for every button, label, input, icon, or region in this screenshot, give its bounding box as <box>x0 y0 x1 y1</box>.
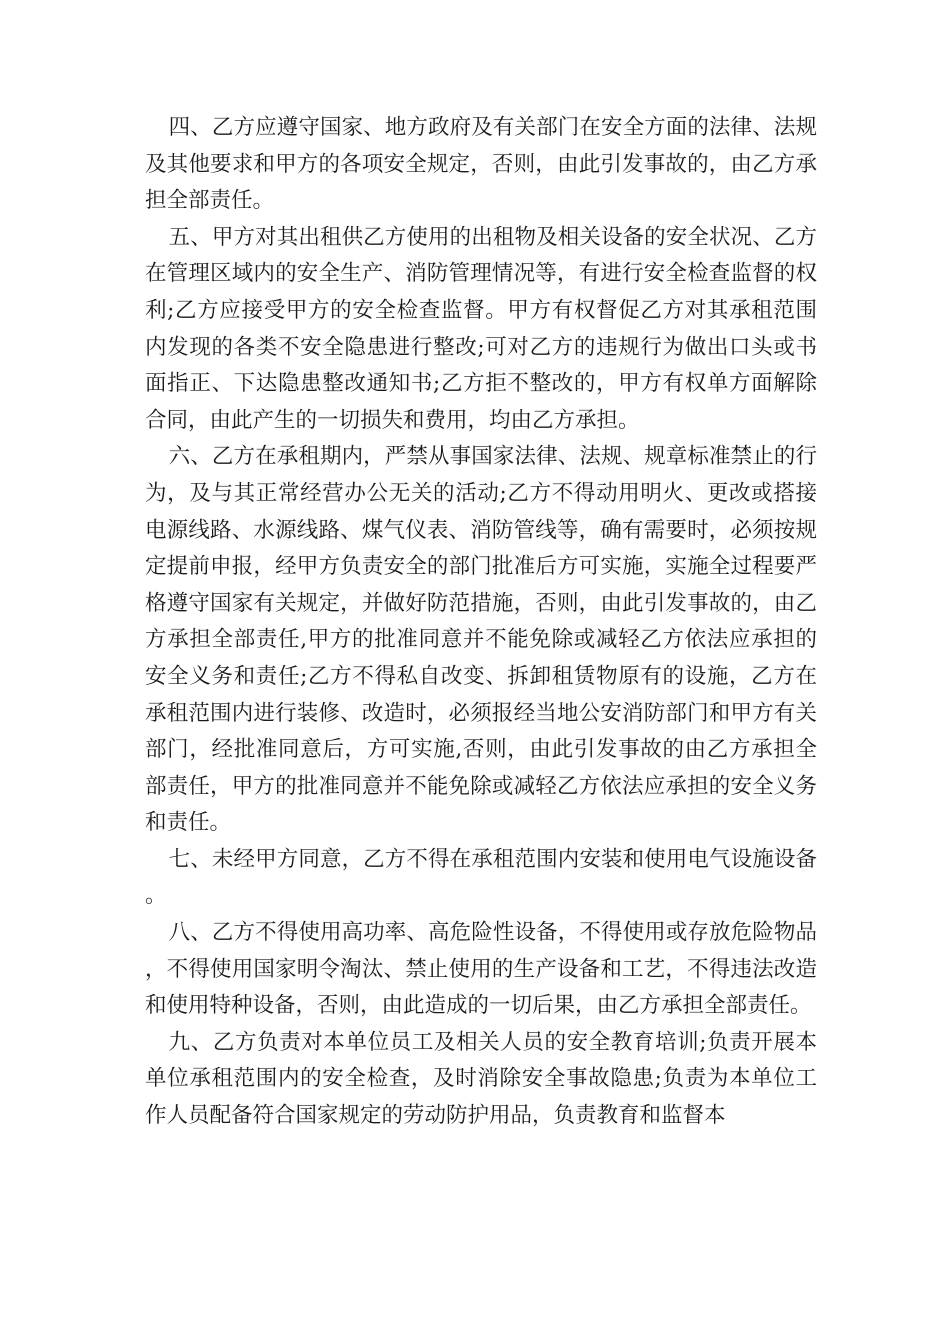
document-body <box>145 110 817 1135</box>
clause-9-paragraph: 九、乙方负责对本单位员工及相关人员的安全教育培训;负责开展本单位承租范围内的安全检查，及时消除安全事故隐患;负责为本单位工作人员配备符合国家规定的劳动防护用品，负责教育和监督本 <box>145 1029 817 1129</box>
clause-5-paragraph: 五、甲方对其出租供乙方使用的出租物及相关设备的安全状况、乙方在管理区域内的安全生产、消防管理情况等，有进行安全检查监督的权利;乙方应接受甲方的安全检查监督。甲方有权督促乙方对其承租范围内发现的各类不安全隐患进行整改;可对乙方的违规行为做出口头或书面指正、下达隐患整改通知书;乙方拒不整改的，甲方有权单方面解除合同，由此产生的一切损失和费用，均由乙方承担。 <box>145 224 817 433</box>
clause-4-paragraph: 四、乙方应遵守国家、地方政府及有关部门在安全方面的法律、法规及其他要求和甲方的各项安全规定，否则，由此引发事故的，由乙方承担全部责任。 <box>145 115 817 214</box>
clause-8-paragraph: 八、乙方不得使用高功率、高危险性设备，不得使用或存放危险物品，不得使用国家明令淘汰、禁止使用的生产设备和工艺，不得违法改造和使用特种设备，否则，由此造成的一切后果，由乙方承担全部责任。 <box>145 920 817 1019</box>
clause-7-paragraph: 七、未经甲方同意，乙方不得在承租范围内安装和使用电气设施设备。 <box>145 846 817 909</box>
clause-6-paragraph: 六、乙方在承租期内，严禁从事国家法律、法规、规章标准禁止的行为，及与其正常经营办公无关的活动;乙方不得动用明火、更改或搭接电源线路、水源线路、煤气仪表、消防管线等，确有需要时，必须按规定提前申报，经甲方负责安全的部门批准后方可实施，实施全过程要严格遵守国家有关规定，并做好防范措施，否则，由此引发事故的，由乙方承担全部责任,甲方的批准同意并不能免除或减轻乙方依法应承担的安全义务和责任;乙方不得私自改变、拆卸租赁物原有的设施，乙方在承租范围内进行装修、改造时，必须报经当地公安消防部门和甲方有关部门，经批准同意后，方可实施,否则，由此引发事故的由乙方承担全部责任，甲方的批准同意并不能免除或减轻乙方依法应承担的安全义务和责任。 <box>145 444 817 836</box>
